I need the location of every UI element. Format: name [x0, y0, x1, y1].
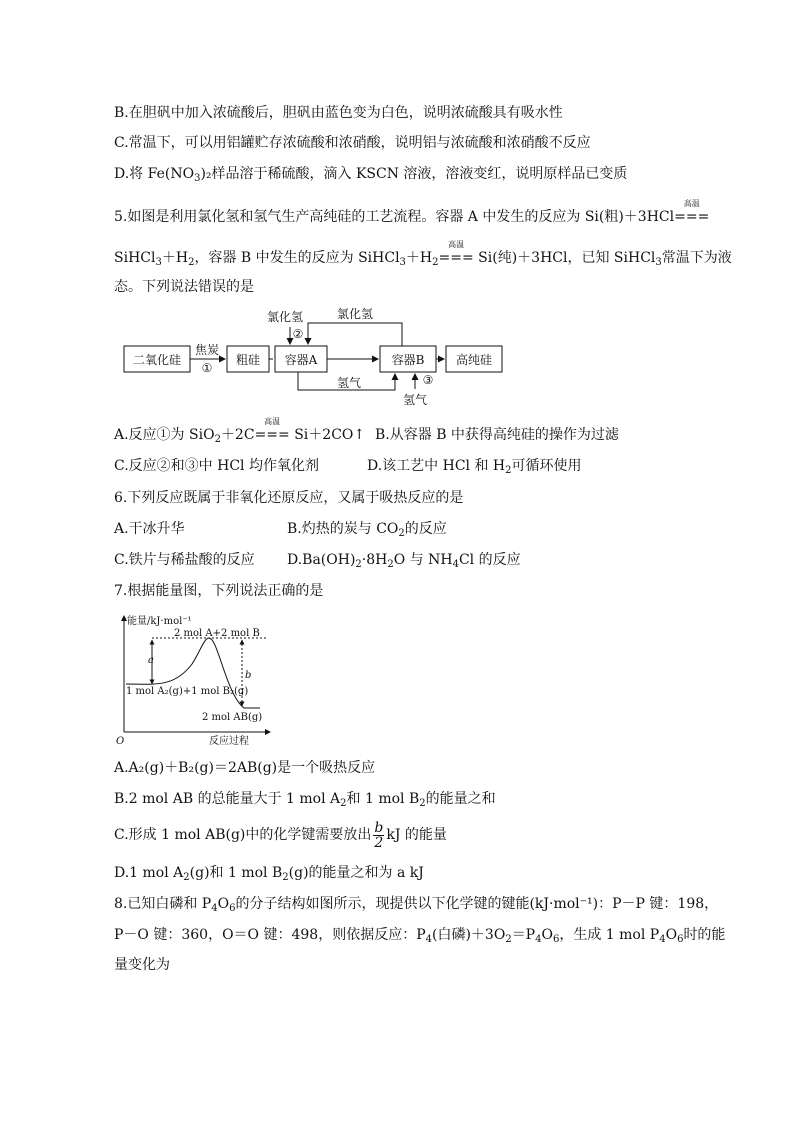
energy-curve [126, 638, 260, 708]
q4-option-c: C.常温下，可以用铝罐贮存浓硫酸和浓硝酸，说明铝与浓硫酸和浓硝酸不反应 [114, 135, 591, 151]
circle-2-label: ② [292, 327, 304, 341]
hcl-in-label: 氯化氢 [266, 310, 304, 324]
q7-energy-diagram [114, 608, 274, 748]
q5-option-a: A.反应①为 SiO$_2$＋2C 高温 === Si＋2CO↑ [114, 417, 366, 445]
circle-1-label: ① [201, 361, 213, 375]
q7-option-d: D.1 mol $A_2(g)$和 1 mol $B_2(g)$的能量之和为 a kJ [114, 865, 424, 883]
q6-option-b: B.灼热的炭与 $CO_2$的反应 [287, 521, 447, 539]
q8-stem-line3: 量变化为 [114, 957, 170, 973]
q8-stem-line1: 8.已知白磷和 $P_4O_6$的分子结构如图所示，现提供以下化学键的键能(kJ·mol⁻¹)：P－P 键：198， [114, 896, 719, 914]
q4-option-d: D.将 $Fe(NO_3)_2$样品溶于稀硫酸，滴入 KSCN 溶液，溶液变红，说明原样品已变质 [114, 166, 628, 184]
q7-option-a: A.A₂(g)＋B₂(g)＝2AB(g)是一个吸热反应 [114, 760, 376, 776]
x-axis-label: 反应过程 [209, 736, 249, 747]
box-pure-si-label: 高纯硅 [455, 353, 493, 367]
label-b: b [245, 670, 252, 681]
q7-option-b: B.2 mol AB 的总能量大于 1 mol $A_2$和 1 mol $B_2$的能量之和 [114, 791, 496, 809]
product-level-label: 2 mol AB(g) [202, 712, 263, 723]
y-axis-label: 能量/kJ·mol⁻¹ [127, 616, 192, 627]
q5-option-d: D.该工艺中 HCl 和 $H_2$可循环使用 [367, 458, 582, 476]
box-crude-si-label: 粗硅 [235, 353, 261, 367]
q5-flow-diagram [115, 303, 515, 413]
q6-option-c: C.铁片与稀盐酸的反应 [114, 552, 255, 568]
q4-option-b: B.在胆矾中加入浓硫酸后，胆矾由蓝色变为白色，说明浓硫酸具有吸水性 [114, 105, 563, 121]
reactant-level-label: 1 mol A₂(g)+1 mol B₂(g) [126, 686, 249, 697]
q5-stem-line2: $SiHCl_3+H_2$，容器 B 中发生的反应为 $SiHCl_3+H_2$ 高温 === Si(纯)＋3HCl，已知 SiHCl$_3$常温下为液 [114, 240, 732, 268]
coke-label: 焦炭 [194, 343, 220, 357]
q6-option-d: $D.Ba(OH)_2\cdot 8H_2O$ 与 $NH_4Cl$ 的反应 [287, 552, 521, 570]
fraction-b-over-2: $\frac{b}{2}$ [374, 819, 384, 851]
box-silica-label: 二氧化硅 [132, 353, 182, 367]
q8-stem-line2: P－O 键：360，O＝O 键：498，则依据反应：$P_4$(白磷)$+3O_2=P_4O_6$，生成 1 mol $P_4O_6$时的能 [114, 927, 726, 945]
q7-option-c: C.形成 1 mol AB(g)中的化学键需要放出 $\frac{b}{2}$ kJ 的能量 [114, 819, 447, 851]
q5-option-b: B.从容器 B 中获得高纯硅的操作为过滤 [375, 427, 619, 443]
box-container-b-label: 容器B [391, 353, 425, 367]
top-level-label: 2 mol A+2 mol B [174, 628, 260, 639]
q6-stem: 6.下列反应既属于非氧化还原反应，又属于吸热反应的是 [114, 490, 464, 506]
origin-label: O [116, 736, 125, 747]
circle-3-label: ③ [422, 373, 434, 387]
h2-loop-label: 氢气 [336, 376, 362, 390]
h2-in-label: 氢气 [402, 393, 428, 407]
q7-stem: 7.根据能量图，下列说法正确的是 [114, 583, 324, 599]
q5-stem-line1: 5.如图是利用氯化氢和氢气生产高纯硅的工艺流程。容器 A 中发生的反应为 Si(粗)＋3HCl 高温 === [114, 199, 710, 225]
q5-option-c: C.反应②和③中 HCl 均作氧化剂 [114, 458, 319, 474]
hcl-loop-label: 氯化氢 [336, 307, 374, 321]
box-container-a-label: 容器A [284, 353, 318, 367]
label-a: a [148, 655, 154, 666]
q5-stem-line3: 态。下列说法错误的是 [114, 279, 254, 295]
q6-option-a: A.干冰升华 [114, 521, 185, 537]
